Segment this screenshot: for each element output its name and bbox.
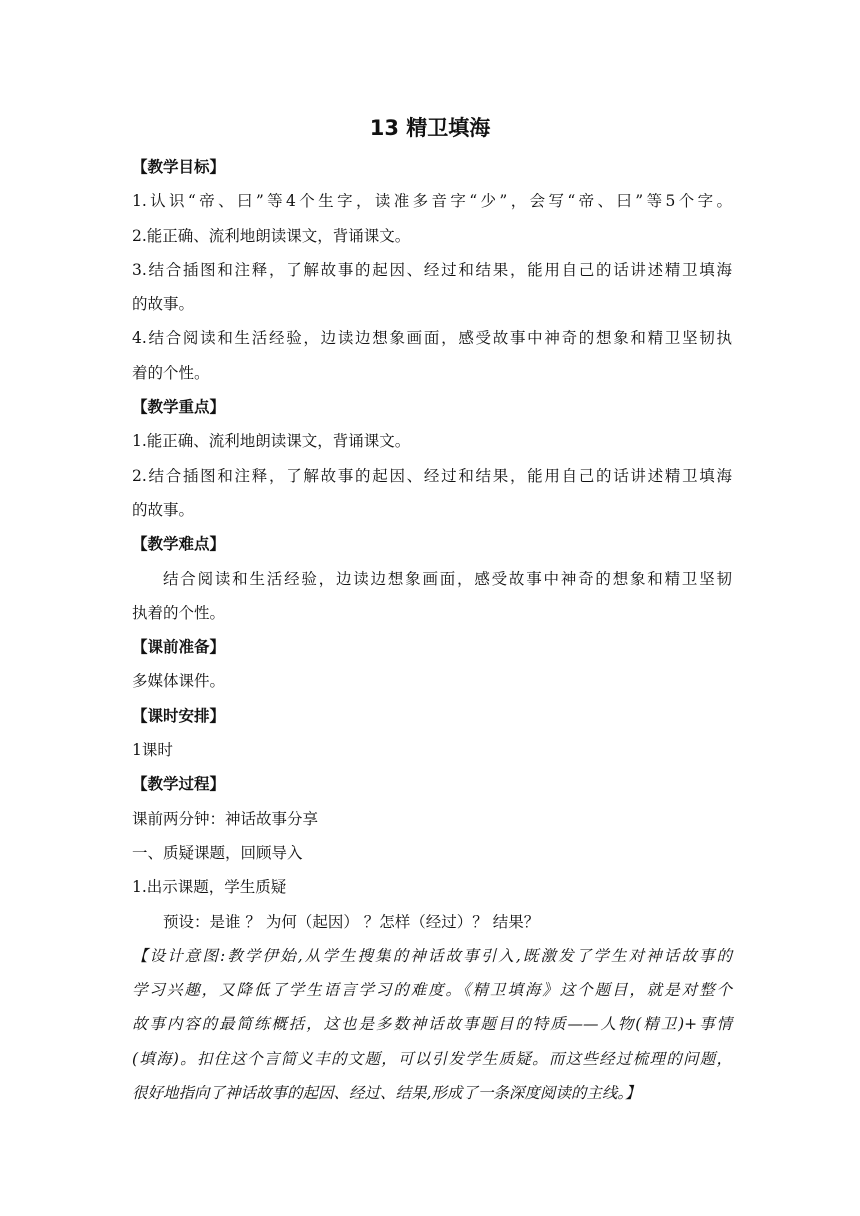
difficulty-line-1: 结合阅读和生活经验，边读边想象画面，感受故事中神奇的想象和精卫坚韧 bbox=[163, 569, 732, 588]
process-substep-1: 1.出示课题，学生质疑 bbox=[132, 878, 287, 897]
key-point-2-line-1: 2.结合插图和注释，了解故事的起因、经过和结果，能用自己的话讲述精卫填海 bbox=[132, 466, 732, 485]
preset-questions: 预设：是谁 ？ 为何（起因） ？怎样（经过）？ 结果？ bbox=[163, 912, 540, 931]
difficulty-line-2: 执着的个性。 bbox=[132, 603, 226, 622]
section-heading-process: 【教学过程】 bbox=[132, 774, 226, 794]
objective-3-line-2: 的故事。 bbox=[132, 295, 195, 314]
page-title: 13 精卫填海 bbox=[369, 116, 491, 140]
section-heading-preparation: 【课前准备】 bbox=[132, 637, 226, 657]
objective-3-line-1: 3.结合插图和注释，了解故事的起因、经过和结果，能用自己的话讲述精卫填海 bbox=[132, 260, 732, 279]
key-point-1: 1.能正确、流利地朗读课文，背诵课文。 bbox=[132, 432, 411, 451]
design-intent-line-4: (填海)。扣住这个言简义丰的文题，可以引发学生质疑。而这些经过梳理的问题， bbox=[132, 1049, 732, 1068]
design-intent-line-2: 学习兴趣，又降低了学生语言学习的难度。《精卫填海》这个题目，就是对整个 bbox=[132, 981, 732, 1000]
process-intro: 课前两分钟：神话故事分享 bbox=[132, 809, 319, 828]
section-heading-key-points: 【教学重点】 bbox=[132, 397, 226, 417]
design-intent-line-1: 【设计意图:教学伊始,从学生搜集的神话故事引入,既激发了学生对神话故事的 bbox=[132, 946, 732, 965]
design-intent-line-5: 很好地指向了神话故事的起因、经过、结果,形成了一条深度阅读的主线。】 bbox=[132, 1084, 641, 1103]
document-body bbox=[132, 150, 732, 1110]
key-point-2-line-2: 的故事。 bbox=[132, 500, 195, 519]
objective-4-line-1: 4.结合阅读和生活经验，边读边想象画面，感受故事中神奇的想象和精卫坚韧执 bbox=[132, 329, 732, 348]
objective-1: 1.认识“帝、曰”等4个生字，读准多音字“少”，会写“帝、曰”等5个字。 bbox=[132, 192, 732, 211]
section-heading-schedule: 【课时安排】 bbox=[132, 705, 226, 725]
objective-2: 2.能正确、流利地朗读课文，背诵课文。 bbox=[132, 226, 411, 245]
design-intent-line-3: 故事内容的最简练概括，这也是多数神话故事题目的特质——人物(精卫)+事情 bbox=[132, 1015, 732, 1034]
schedule-text: 1课时 bbox=[132, 741, 173, 760]
objective-4-line-2: 着的个性。 bbox=[132, 363, 210, 382]
section-heading-difficulties: 【教学难点】 bbox=[132, 534, 226, 554]
process-step-1: 一、质疑课题，回顾导入 bbox=[132, 843, 303, 862]
section-heading-objectives: 【教学目标】 bbox=[132, 157, 226, 176]
preparation-text: 多媒体课件。 bbox=[132, 672, 226, 691]
